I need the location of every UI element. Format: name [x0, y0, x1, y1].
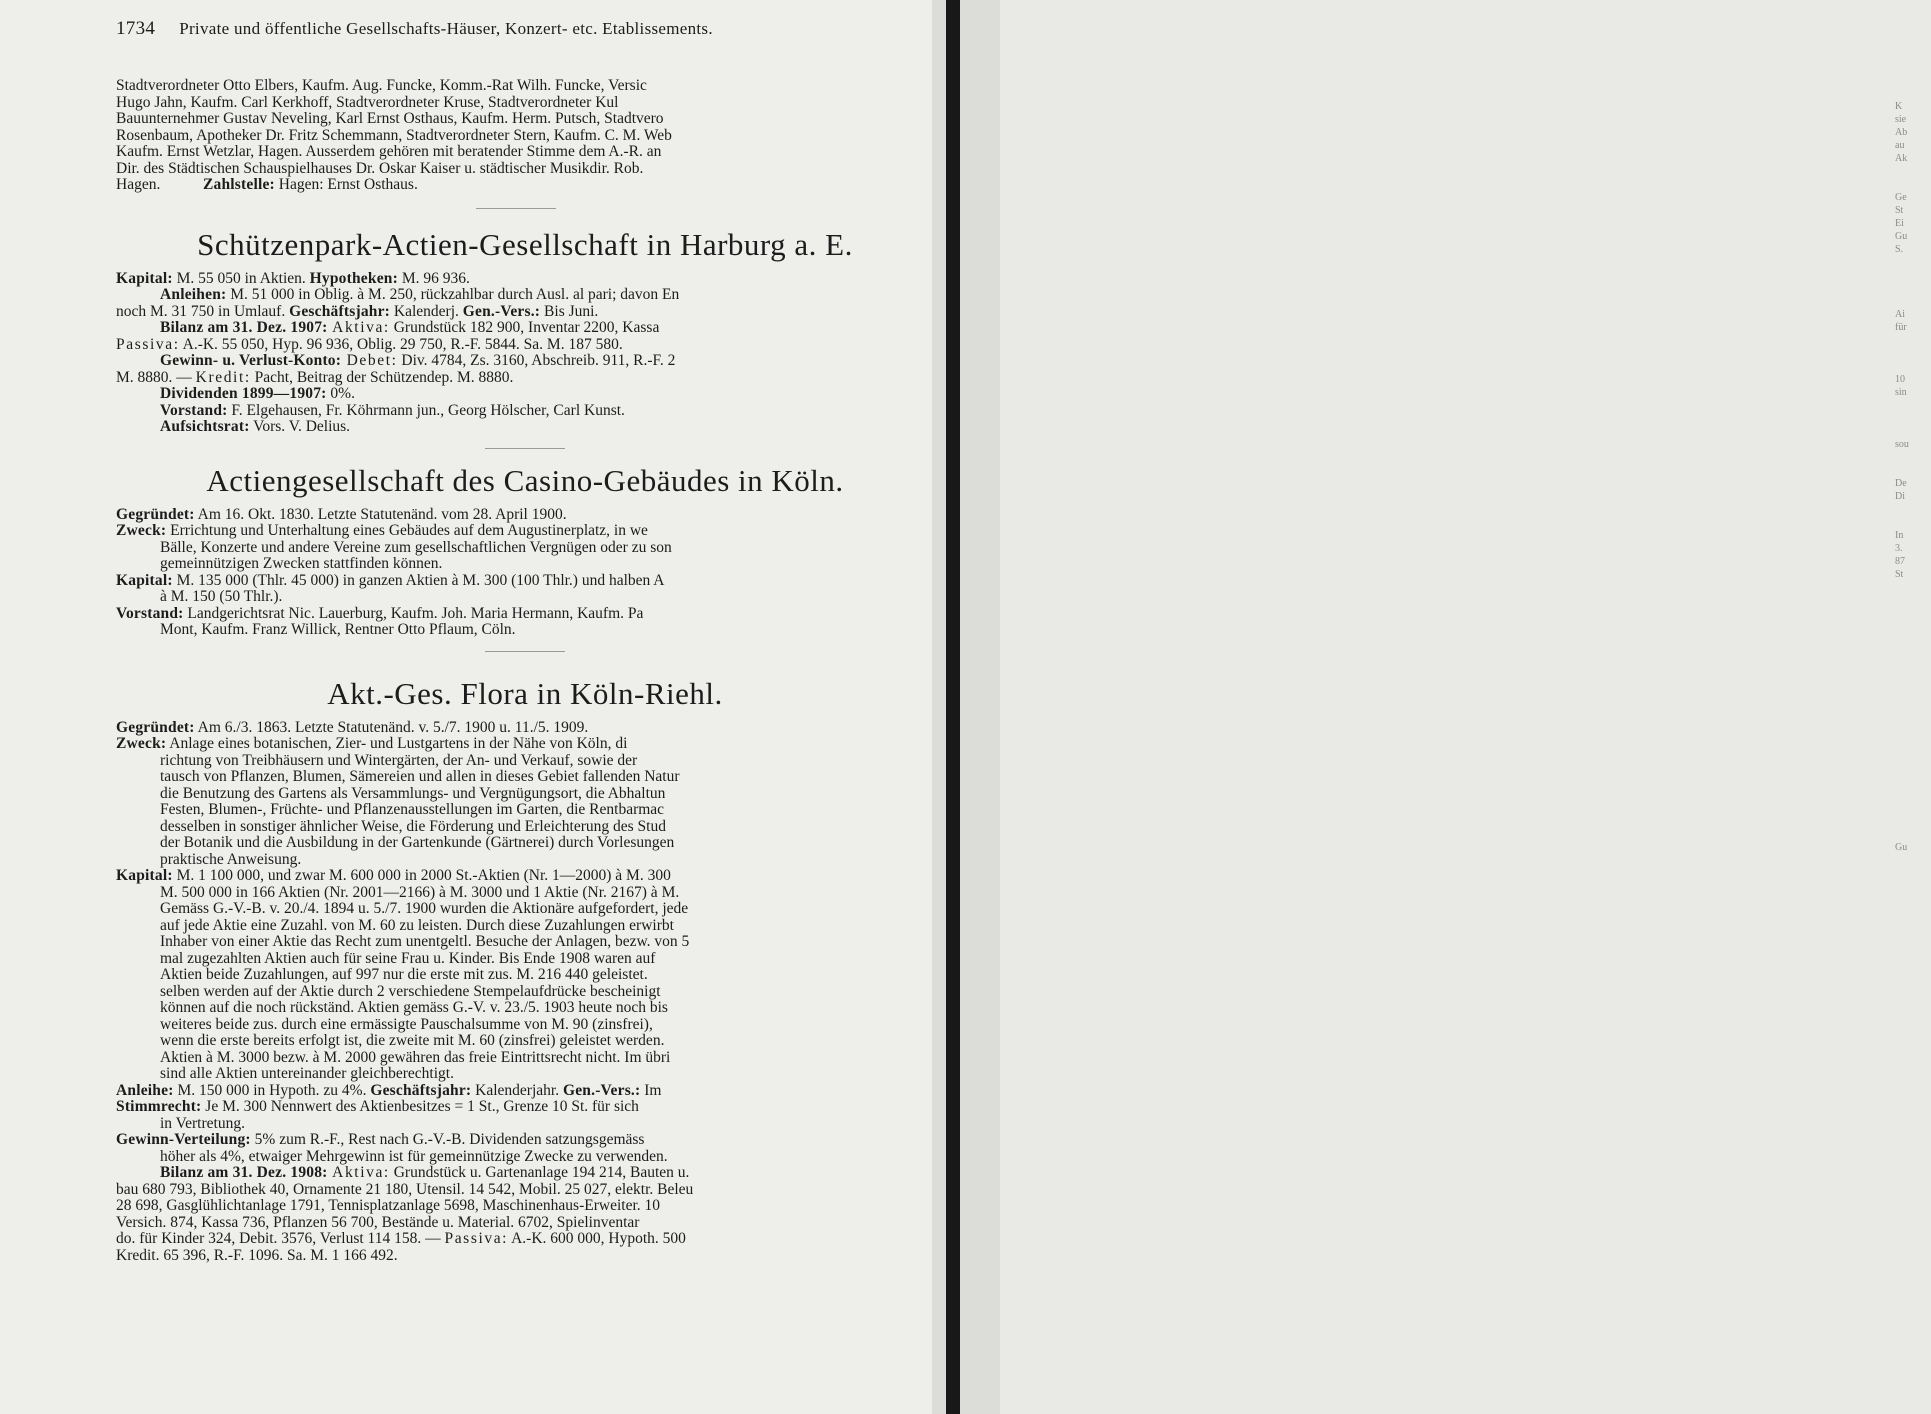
margin-fragment	[1895, 646, 1931, 659]
margin-fragment	[1895, 828, 1931, 841]
running-title: Private und öffentliche Gesellschafts-Häuser, Konzert- etc. Etablissements.	[179, 19, 713, 38]
field-label: Bilanz am 31. Dez. 1908:	[160, 1164, 328, 1181]
margin-fragment: 87	[1895, 556, 1905, 567]
text-line	[116, 918, 934, 935]
text-line	[116, 951, 934, 968]
field-text: M. 96 936.	[397, 269, 470, 287]
field-text: 0%.	[326, 385, 355, 402]
field-text: Anlage eines botanischen, Zier- und Lustgartens in der Nähe von Köln, di	[166, 735, 628, 752]
field-text: praktische Anweisung.	[160, 850, 302, 868]
margin-fragment: In	[1895, 530, 1904, 541]
text-line	[116, 370, 934, 387]
text-line	[116, 1248, 934, 1265]
text-line	[116, 720, 934, 737]
company-body	[116, 720, 934, 1265]
field-text: Mont, Kaufm. Franz Willick, Rentner Otto Pflaum, Cöln.	[160, 621, 516, 638]
text-line	[116, 1083, 934, 1100]
field-text: Grundstück u. Gartenanlage 194 214, Bauten u.	[389, 1164, 690, 1181]
field-text: können auf die noch rückständ. Aktien gemäss G.-V. v. 23./5. 1903 heute noch bis	[160, 999, 668, 1016]
margin-fragment	[1895, 659, 1931, 672]
margin-fragment	[1895, 412, 1931, 425]
spaced-label: Passiva:	[444, 1230, 509, 1247]
text-line	[116, 1116, 934, 1133]
field-text: Festen, Blumen-, Früchte- und Pflanzenausstellungen im Garten, die Rentbarmac	[160, 801, 665, 818]
text-line	[116, 304, 934, 321]
field-text: Je M. 300 Nennwert des Aktienbesitzes = 1 St., Grenze 10 St. für sich	[201, 1098, 639, 1115]
field-label: Anleihe:	[116, 1081, 174, 1099]
text-line	[116, 868, 934, 885]
margin-fragment	[1895, 165, 1931, 178]
field-text: wenn die erste bereits erfolgt ist, die zweite mit M. 60 (zinsfrei) geleistet werden.	[160, 1032, 665, 1049]
margin-fragment: Ak	[1895, 153, 1908, 164]
text-line	[116, 386, 934, 403]
text-line	[116, 934, 934, 951]
field-label: Vorstand:	[160, 401, 228, 419]
spaced-label: Kredit:	[195, 368, 251, 386]
text-line	[116, 287, 934, 304]
margin-fragment	[1895, 815, 1931, 828]
text-line	[116, 885, 934, 902]
text-line	[116, 589, 934, 606]
field-text: auf jede Aktie eine Zuzahl. von M. 60 zu leisten. Durch diese Zuzahlungen erwirbt	[160, 916, 674, 934]
margin-fragment: Ge	[1895, 192, 1907, 203]
field-text: M. 8880. —	[116, 368, 196, 386]
text-line	[116, 271, 934, 288]
zahlstelle-label: Zahlstelle:	[202, 176, 275, 193]
margin-fragment: Gu	[1895, 231, 1908, 242]
intro-line-text: Stadtverordneter Otto Elbers, Kaufm. Aug. Funcke, Komm.-Rat Wilh. Funcke, Versic	[116, 77, 647, 94]
text-line	[116, 556, 934, 573]
text-line	[116, 901, 934, 918]
margin-fragment: Ei	[1895, 218, 1904, 229]
intro-line-text: Bauunternehmer Gustav Neveling, Karl Ernst Osthaus, Kaufm. Herm. Putsch, Stadtvero	[116, 110, 664, 127]
field-text: Landgerichtsrat Nic. Lauerburg, Kaufm. Joh. Maria Hermann, Kaufm. Pa	[183, 604, 644, 622]
field-text: gemeinnützigen Zwecken stattfinden können.	[160, 555, 443, 572]
text-line	[116, 1132, 934, 1149]
text-line	[116, 540, 934, 557]
margin-fragment	[1895, 724, 1931, 737]
field-text: Im	[640, 1081, 662, 1099]
field-text: tausch von Pflanzen, Blumen, Sämereien und allen in dieses Gebiet fallenden Natur	[160, 768, 680, 785]
margin-fragment	[1895, 516, 1931, 529]
spaced-label: Aktiva:	[327, 319, 390, 336]
margin-fragment	[1895, 698, 1931, 711]
text-line	[116, 852, 934, 869]
field-text: Grundstück 182 900, Inventar 2200, Kassa	[389, 319, 660, 336]
field-text: Am 6./3. 1863. Letzte Statutenänd. v. 5./7. 1900 u. 11./5. 1909.	[194, 718, 589, 736]
field-text: Bis Juni.	[540, 302, 599, 320]
field-text: F. Elgehausen, Fr. Köhrmann jun., Georg Hölscher, Carl Kunst.	[227, 401, 625, 419]
text-line	[116, 419, 934, 436]
text-line	[116, 606, 934, 623]
field-label: Gen.-Vers.:	[462, 302, 541, 320]
margin-fragment: Ai	[1895, 309, 1905, 320]
margin-fragment	[1895, 464, 1931, 477]
company-title: Schützenpark-Actien-Gesellschaft in Harburg a. E.	[197, 226, 853, 262]
margin-fragment: sie	[1895, 114, 1907, 125]
field-text: Kalenderj.	[390, 302, 463, 320]
margin-fragment	[1895, 269, 1931, 282]
field-text: Aktien à M. 3000 bezw. à M. 2000 gewähren das freie Eintrittsrecht nicht. Im übri	[160, 1048, 671, 1066]
margin-fragment	[1895, 360, 1931, 373]
field-text: M. 500 000 in 166 Aktien (Nr. 2001—2166) à M. 3000 und 1 Aktie (Nr. 2167) à M.	[160, 883, 680, 901]
text-line	[116, 403, 934, 420]
field-text: do. für Kinder 324, Debit. 3576, Verlust 114 158. —	[116, 1230, 445, 1247]
text-line	[116, 573, 934, 590]
intro-line-text: Kaufm. Ernst Wetzlar, Hagen. Ausserdem gehören mit beratender Stimme dem A.-R. an	[116, 143, 662, 160]
field-label: Bilanz am 31. Dez. 1907:	[160, 319, 328, 336]
divider	[485, 651, 565, 652]
text-line	[116, 507, 934, 524]
field-label: Gegründet:	[116, 718, 195, 736]
spaced-label: Aktiva:	[327, 1164, 390, 1181]
text-line	[116, 1000, 934, 1017]
margin-fragment	[1895, 776, 1931, 789]
text-line	[116, 786, 934, 803]
margin-fragment	[1895, 178, 1931, 191]
margin-fragment: St	[1895, 205, 1904, 216]
field-text: richtung von Treibhäusern und Wintergärten, der An- und Verkauf, sowie der	[160, 751, 638, 769]
field-label: Stimmrecht:	[116, 1098, 202, 1115]
margin-fragment	[1895, 295, 1931, 308]
field-label: Kapital:	[116, 269, 173, 287]
intro-line	[116, 177, 934, 194]
text-line	[116, 622, 934, 639]
intro-line	[116, 128, 934, 145]
field-text: Gemäss G.-V.-B. v. 20./4. 1894 u. 5./7. 1900 wurden die Aktionäre aufgefordert, jede	[160, 900, 689, 917]
page-number: 1734	[116, 18, 156, 39]
divider	[476, 208, 556, 209]
text-line	[116, 1099, 934, 1116]
company-body	[116, 271, 934, 436]
field-label: Anleihen:	[160, 286, 227, 303]
field-text: Am 16. Okt. 1830. Letzte Statutenänd. vom 28. April 1900.	[194, 505, 567, 523]
field-text: Inhaber von einer Aktie das Recht zum unentgeltl. Besuche der Anlagen, bezw. von 5	[160, 933, 690, 950]
intro-board-list	[116, 78, 934, 194]
margin-fragment: K	[1895, 101, 1903, 112]
margin-fragment	[1895, 334, 1931, 347]
margin-fragment: De	[1895, 478, 1907, 489]
field-label: Kapital:	[116, 867, 173, 884]
company-title: Akt.-Ges. Flora in Köln-Riehl.	[327, 675, 723, 711]
margin-fragment	[1895, 594, 1931, 607]
margin-fragment: Ab	[1895, 127, 1908, 138]
text-line	[116, 353, 934, 370]
margin-fragment	[1895, 607, 1931, 620]
field-text: A.-K. 55 050, Hyp. 96 936, Oblig. 29 750, R.-F. 5844. Sa. M. 187 580.	[179, 335, 623, 353]
margin-fragment	[1895, 503, 1931, 516]
text-line	[116, 835, 934, 852]
field-text: Versich. 874, Kassa 736, Pflanzen 56 700, Bestände u. Material. 6702, Spielinventar	[116, 1213, 640, 1231]
margin-fragment	[1895, 711, 1931, 724]
text-line	[116, 1149, 934, 1166]
field-text: à M. 150 (50 Thlr.).	[160, 588, 283, 605]
margin-fragment: Gu	[1895, 842, 1908, 853]
margin-fragment: 10	[1895, 374, 1905, 385]
margin-fragment	[1895, 672, 1931, 685]
text-line	[116, 1231, 934, 1248]
page-content	[116, 16, 934, 1264]
intro-line	[116, 111, 934, 128]
company-entry	[116, 461, 934, 652]
text-line	[116, 1033, 934, 1050]
margin-fragment: für	[1895, 322, 1907, 333]
field-label: Gegründet:	[116, 505, 195, 523]
text-line	[116, 769, 934, 786]
field-text: sind alle Aktien untereinander gleichberechtigt.	[160, 1065, 454, 1082]
intro-line	[116, 144, 934, 161]
text-line	[116, 802, 934, 819]
field-label: Gewinn- u. Verlust-Konto:	[160, 352, 342, 369]
text-line	[116, 1017, 934, 1034]
field-text: 5% zum R.-F., Rest nach G.-V.-B. Dividenden satzungsgemäss	[250, 1131, 645, 1148]
margin-fragment: St	[1895, 569, 1904, 580]
field-text: Kalenderjahr.	[471, 1081, 563, 1099]
running-header	[116, 16, 934, 42]
margin-fragment	[1895, 802, 1931, 815]
field-label: Geschäftsjahr:	[289, 302, 391, 320]
margin-fragment	[1895, 633, 1931, 646]
text-line	[116, 967, 934, 984]
field-label: Hypotheken:	[309, 269, 398, 287]
adjacent-page-fragments	[1895, 100, 1931, 854]
spaced-label: Debet:	[341, 352, 398, 369]
field-text: Vors. V. Delius.	[249, 418, 351, 435]
field-text: weiteres beide zus. durch eine ermässigte Pauschalsumme von M. 90 (zinsfrei),	[160, 1015, 653, 1033]
binding-shadow	[946, 0, 960, 1414]
field-label: Gen.-Vers.:	[562, 1081, 641, 1099]
field-text: die Benutzung des Gartens als Versammlungs- und Vergnügungsort, die Abhaltun	[160, 784, 666, 802]
field-text: M. 55 050 in Aktien.	[172, 269, 310, 287]
company-entry	[116, 674, 934, 1265]
margin-fragment	[1895, 451, 1931, 464]
intro-line-text: Hagen.	[116, 176, 161, 193]
text-line	[116, 753, 934, 770]
intro-line-text: Rosenbaum, Apotheker Dr. Fritz Schemmann, Stadtverordneter Stern, Kaufm. C. M. Web	[116, 126, 672, 144]
field-label: Geschäftsjahr:	[370, 1081, 472, 1099]
margin-fragment	[1895, 425, 1931, 438]
field-text: M. 51 000 in Oblig. à M. 250, rückzahlbar durch Ausl. al pari; davon En	[226, 286, 680, 303]
text-line	[116, 523, 934, 540]
field-text: Pacht, Beitrag der Schützendep. M. 8880.	[250, 368, 514, 386]
field-text: desselben in sonstiger ähnlicher Weise, die Förderung und Erleichterung des Stud	[160, 817, 666, 835]
intro-line	[116, 161, 934, 178]
field-text: selben werden auf der Aktie durch 2 verschiedene Stempelaufdrücke bescheinigt	[160, 982, 661, 1000]
margin-fragment	[1895, 347, 1931, 360]
field-text: Div. 4784, Zs. 3160, Abschreib. 911, R.-F. 2	[397, 352, 676, 369]
margin-fragment	[1895, 685, 1931, 698]
margin-fragment: 3.	[1895, 543, 1903, 554]
margin-fragment	[1895, 737, 1931, 750]
divider	[485, 448, 565, 449]
text-line	[116, 1165, 934, 1182]
field-text: mal zugezahlten Aktien auch für seine Frau u. Kinder. Bis Ende 1908 waren auf	[160, 949, 656, 967]
margin-fragment	[1895, 282, 1931, 295]
margin-fragment	[1895, 789, 1931, 802]
margin-fragment	[1895, 620, 1931, 633]
company-entries	[116, 225, 934, 1265]
spaced-label: Passiva:	[116, 335, 180, 353]
field-text: M. 150 000 in Hypoth. zu 4%.	[173, 1081, 371, 1099]
company-title: Actiengesellschaft des Casino-Gebäudes in Köln.	[206, 462, 844, 498]
field-text: bau 680 793, Bibliothek 40, Ornamente 21 180, Utensil. 14 542, Mobil. 25 027, elektr. Beleu	[116, 1180, 694, 1198]
field-label: Kapital:	[116, 571, 173, 589]
field-text: Bälle, Konzerte und andere Vereine zum gesellschaftlichen Vergnügen oder zu son	[160, 538, 672, 556]
field-text: Kredit. 65 396, R.-F. 1096. Sa. M. 1 166 492.	[116, 1246, 398, 1264]
field-text: M. 135 000 (Thlr. 45 000) in ganzen Aktien à M. 300 (100 Thlr.) und halben A	[172, 571, 665, 589]
field-text: noch M. 31 750 in Umlauf.	[116, 302, 290, 320]
field-label: Zweck:	[116, 735, 167, 752]
text-line	[116, 320, 934, 337]
margin-fragment: Di	[1895, 491, 1905, 502]
margin-fragment	[1895, 581, 1931, 594]
text-line	[116, 736, 934, 753]
margin-fragment	[1895, 256, 1931, 269]
intro-line-text: Dir. des Städtischen Schauspielhauses Dr. Oskar Kaiser u. städtischer Musikdir. Rob.	[116, 159, 644, 177]
field-text: in Vertretung.	[160, 1114, 245, 1132]
field-label: Dividenden 1899—1907:	[160, 385, 327, 402]
text-line	[116, 1215, 934, 1232]
zahlstelle-value: Hagen: Ernst Osthaus.	[274, 176, 418, 193]
text-line	[116, 1198, 934, 1215]
text-line	[116, 337, 934, 354]
text-line	[116, 1182, 934, 1199]
field-text: höher als 4%, etwaiger Mehrgewinn ist für gemeinnützige Zwecke zu verwenden.	[160, 1147, 668, 1165]
margin-fragment: S.	[1895, 244, 1904, 255]
field-text: M. 1 100 000, und zwar M. 600 000 in 2000 St.-Aktien (Nr. 1—2000) à M. 300	[172, 867, 671, 884]
margin-fragment: sou	[1895, 439, 1909, 450]
company-body	[116, 507, 934, 639]
field-label: Vorstand:	[116, 604, 184, 622]
field-text: Aktien beide Zuzahlungen, auf 997 nur die erste mit zus. M. 216 440 geleistet.	[160, 966, 648, 983]
margin-fragment: sin	[1895, 387, 1907, 398]
field-label: Aufsichtsrat:	[160, 418, 250, 435]
text-line	[116, 819, 934, 836]
field-text: 28 698, Gasglühlichtanlage 1791, Tennisplatzanlage 5698, Maschinenhaus-Erweiter. 10	[116, 1197, 661, 1214]
text-line	[116, 1066, 934, 1083]
margin-fragment	[1895, 750, 1931, 763]
margin-fragment: au	[1895, 140, 1905, 151]
intro-line	[116, 78, 934, 95]
field-text: der Botanik und die Ausbildung in der Gartenkunde (Gärtnerei) durch Vorlesungen	[160, 834, 675, 851]
text-line	[116, 984, 934, 1001]
spacer	[160, 176, 203, 193]
field-label: Zweck:	[116, 522, 167, 539]
field-text: Errichtung und Unterhaltung eines Gebäudes auf dem Augustinerplatz, in we	[166, 522, 648, 539]
adjacent-page-margin	[932, 0, 1909, 1414]
intro-line-text: Hugo Jahn, Kaufm. Carl Kerkhoff, Stadtverordneter Kruse, Stadtverordneter Kul	[116, 93, 619, 111]
intro-line	[116, 95, 934, 112]
margin-fragment	[1895, 763, 1931, 776]
company-entry	[116, 225, 934, 449]
field-label: Gewinn-Verteilung:	[116, 1131, 251, 1148]
text-line	[116, 1050, 934, 1067]
margin-fragment	[1895, 399, 1931, 412]
field-text: A.-K. 600 000, Hypoth. 500	[508, 1230, 686, 1247]
